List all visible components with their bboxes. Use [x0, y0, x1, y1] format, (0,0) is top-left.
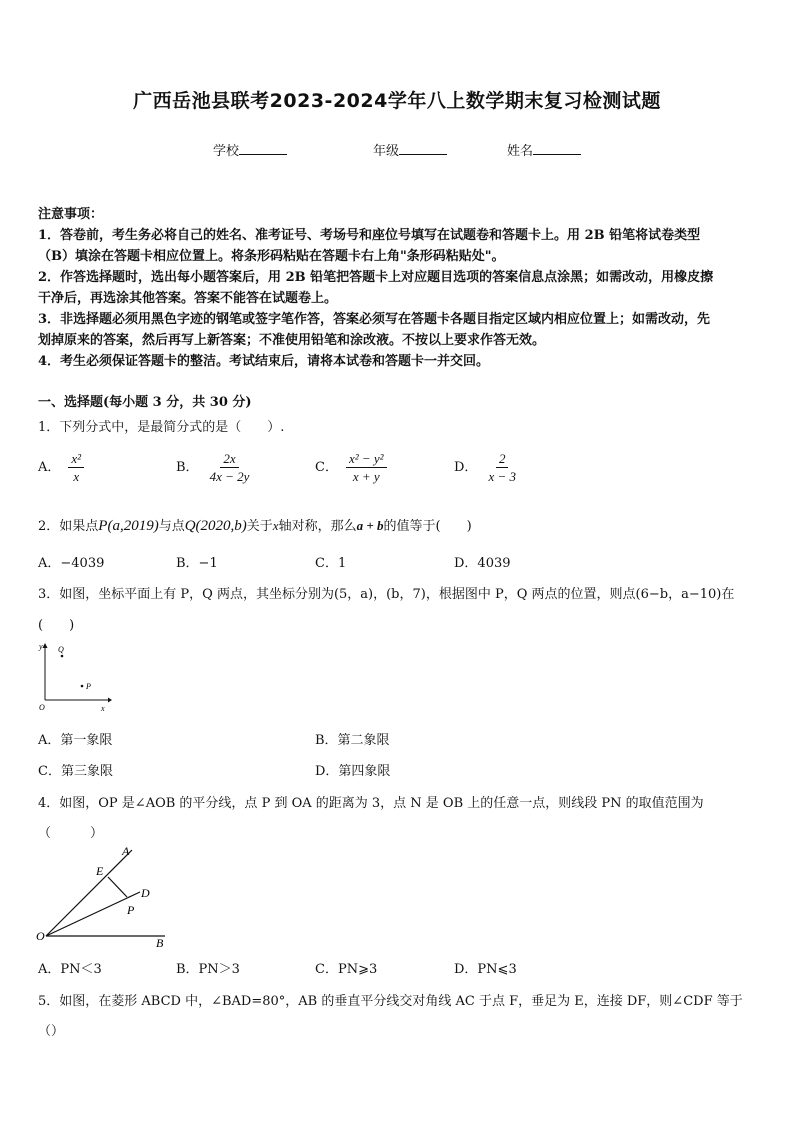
question-3-stem: 3．如图，坐标平面上有 P，Q 两点，其坐标分别为(5，a)，(b，7)，根据图中 P，Q 两点的位置，则点(6−b，a−10)在: [38, 587, 735, 602]
notes-line: （B）填涂在答题卡相应位置上。将条形码粘贴在答题卡右上角"条形码粘贴处"。: [38, 249, 505, 264]
question-1-stem: 1．下列分式中，是最简分式的是（ ）.: [38, 420, 285, 435]
question-4-stem-cont: （ ）: [38, 826, 104, 841]
q1-option-d: [454, 451, 519, 484]
name-label: 姓名: [507, 144, 534, 159]
notes-line: 2．作答选择题时，选出每小题答案后，用 2B 铅笔把答题卡上对应题目选项的答案信息点涂黑；如需改动，用橡皮擦: [38, 270, 714, 285]
option-label: D．: [454, 460, 478, 475]
q3-option-c: C．第三象限: [38, 764, 113, 779]
notes-line: 3．非选择题必须用黑色字迹的钢笔或签字笔作答，答案必须写在答题卡各题目指定区域内相应位置上；如需改动，先: [38, 312, 711, 327]
name-field: [507, 140, 581, 159]
label-d: D: [141, 886, 150, 900]
question-5-stem-cont: （）: [38, 1024, 65, 1039]
grade-label: 年级: [373, 144, 400, 159]
label-a: A: [122, 844, 130, 858]
name-blank: [533, 142, 581, 155]
q2-option-d: D．4039: [454, 556, 511, 571]
q2-text: 与点: [158, 519, 185, 534]
school-blank: [239, 142, 287, 155]
label-e: E: [96, 864, 104, 878]
q2-option-b: B．−1: [176, 556, 218, 571]
y-axis-arrow: [43, 643, 48, 648]
denominator: x − 3: [488, 469, 516, 484]
ray-oa: [46, 850, 132, 936]
grade-blank: [399, 142, 447, 155]
question-3-stem-cont: ( ): [38, 618, 75, 633]
page-title: 广西岳池县联考2023-2024学年八上数学期末复习检测试题: [133, 90, 661, 112]
option-label: B．: [176, 460, 199, 475]
notes-line: 1．答卷前，考生务必将自己的姓名、准考证号、考场号和座位号填写在试题卷和答题卡上。用 2B 铅笔将试卷类型: [38, 228, 701, 243]
label-b: B: [156, 936, 164, 950]
point-q: [61, 655, 64, 658]
q4-angle-figure: [34, 842, 174, 950]
notes-heading: 注意事项：: [38, 207, 104, 222]
fraction: [346, 451, 387, 484]
q3-coordinate-figure: [36, 640, 116, 712]
numerator: 2x: [220, 451, 238, 468]
q4-option-d: D．PN⩽3: [454, 962, 517, 977]
point-q-label: Q: [58, 645, 64, 654]
q4-option-a: A．PN＜3: [38, 962, 102, 977]
q3-option-a: A．第一象限: [38, 733, 113, 748]
numerator: x²: [68, 451, 84, 468]
denominator: 4x − 2y: [209, 469, 250, 484]
notes-line: 干净后，再选涂其他答案。答案不能答在试题卷上。: [38, 291, 338, 306]
school-label: 学校: [213, 144, 240, 159]
denominator: x: [73, 469, 80, 484]
question-5-stem: 5．如图，在菱形 ABCD 中，∠BAD=80°，AB 的垂直平分线交对角线 AC 于点 F，垂足为 E，连接 DF，则∠CDF 等于: [38, 994, 743, 1009]
question-4-stem: 4．如图，OP 是∠AOB 的平分线，点 P 到 OA 的距离为 3，点 N 是 OB 上的任意一点，则线段 PN 的取值范围为: [38, 796, 704, 811]
q2-sum: a + b: [356, 518, 384, 533]
fraction: [68, 451, 84, 484]
numerator: 2: [496, 451, 509, 468]
q2-option-a: A．−4039: [38, 556, 105, 571]
segment-pe: [108, 877, 127, 897]
q2-point-q: Q(2020,b): [184, 518, 247, 534]
q2-text: 轴对称，那么: [278, 519, 357, 534]
x-axis-label: x: [101, 704, 105, 712]
label-o: O: [36, 929, 45, 943]
x-axis-arrow: [108, 698, 112, 703]
notes-line: 4．考生必须保证答题卡的整洁。考试结束后，请将本试卷和答题卡一并交回。: [38, 354, 490, 369]
point-p: [81, 685, 84, 688]
option-label: A．: [38, 460, 61, 475]
q4-option-b: B．PN＞3: [176, 962, 240, 977]
point-p-label: P: [86, 682, 91, 691]
numerator: x² − y²: [346, 451, 387, 468]
q3-option-b: B．第二象限: [315, 733, 390, 748]
grade-field: [373, 140, 447, 159]
q2-point-p: P(a,2019): [98, 518, 159, 534]
question-2-stem: [38, 515, 472, 535]
y-axis-label: y: [39, 642, 43, 651]
q4-option-c: C．PN⩾3: [315, 962, 378, 977]
section-heading: 一、选择题(每小题 3 分，共 30 分): [38, 395, 252, 410]
q3-option-d: D．第四象限: [315, 764, 391, 779]
q2-text: 关于: [246, 519, 273, 534]
option-label: C．: [315, 460, 338, 475]
q2-axis-x: x: [272, 518, 279, 533]
q2-text: 的值等于( ): [383, 519, 472, 534]
q1-option-c: [315, 451, 387, 484]
q2-option-c: C．1: [315, 556, 347, 571]
q1-option-b: [176, 451, 252, 484]
origin-label: O: [39, 703, 45, 712]
notes-line: 划掉原来的答案，然后再写上新答案；不准使用铅笔和涂改液。不按以上要求作答无效。: [38, 333, 546, 348]
label-p: P: [127, 903, 135, 917]
q2-text: 2．如果点: [38, 519, 99, 534]
q1-option-a: [38, 451, 84, 484]
denominator: x + y: [352, 469, 380, 484]
fraction: [485, 451, 519, 484]
school-field: [213, 140, 287, 159]
fraction: [207, 451, 253, 484]
ray-od: [46, 892, 140, 936]
